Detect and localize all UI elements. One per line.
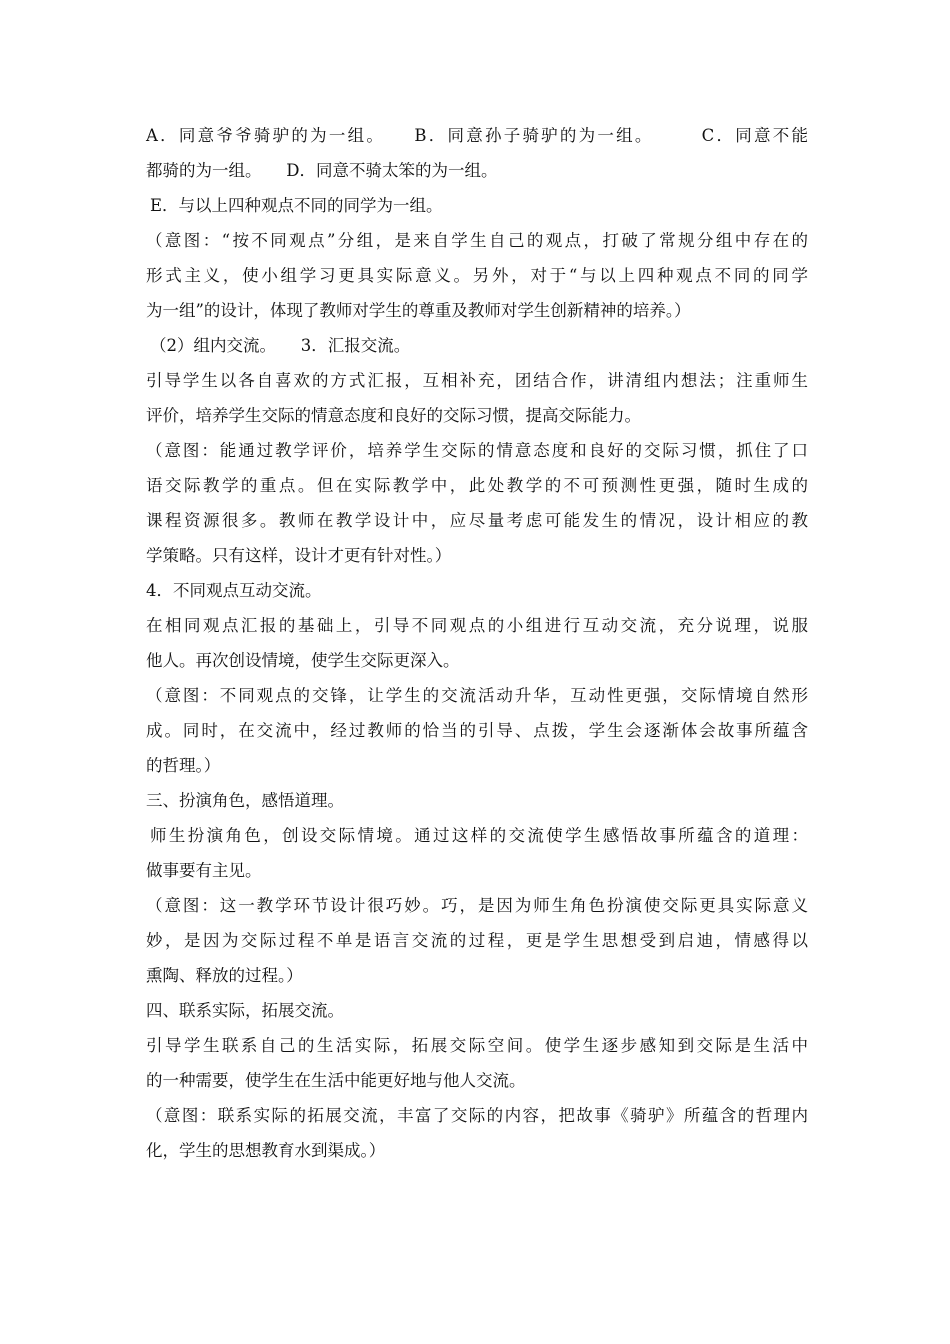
report-paragraph-line-2: 评价，培养学生交际的情意态度和良好的交际习惯，提高交际能力。 [146, 406, 641, 425]
option-line-abc: A．同意爷爷骑驴的为一组。 B．同意孙子骑驴的为一组。 C．同意不能 [146, 126, 808, 145]
intent-paragraph-2-line-1: （意图：能通过教学评价，培养学生交际的情意态度和良好的交际习惯，抓住了口 [146, 441, 808, 460]
intent-paragraph-4-line-2: 妙，是因为交际过程不单是语言交流的过程，更是学生思想受到启迪，情感得以 [146, 931, 808, 950]
intent-paragraph-5-line-1: （意图：联系实际的拓展交流，丰富了交际的内容，把故事《骑驴》所蕴含的哲理内 [146, 1106, 808, 1125]
intent-paragraph-1-line-3: 为一组”的设计，体现了教师对学生的尊重及教师对学生创新精神的培养。） [146, 301, 691, 320]
extension-paragraph-line-1: 引导学生联系自己的生活实际，拓展交际空间。使学生逐步感知到交际是生活中 [146, 1036, 808, 1055]
section-heading-4: 四、联系实际，拓展交流。 [146, 1001, 344, 1020]
intent-paragraph-2-line-3: 课程资源很多。教师在教学设计中，应尽量考虑可能发生的情况，设计相应的教 [146, 511, 808, 530]
intent-paragraph-2-line-4: 学策略。只有这样，设计才更有针对性。） [146, 546, 452, 565]
option-line-e: E．与以上四种观点不同的同学为一组。 [150, 196, 443, 215]
intent-paragraph-3-line-2: 成。同时，在交流中，经过教师的恰当的引导、点拨，学生会逐渐体会故事所蕴含 [146, 721, 808, 740]
intent-paragraph-1-line-1: （意图：“按不同观点”分组，是来自学生自己的观点，打破了常规分组中存在的 [146, 231, 808, 250]
role-play-paragraph-line-1: 师生扮演角色，创设交际情境。通过这样的交流使学生感悟故事所蕴含的道理： [150, 826, 808, 845]
step-heading-4: 4．不同观点互动交流。 [146, 581, 322, 600]
role-play-paragraph-line-2: 做事要有主见。 [146, 861, 262, 880]
intent-paragraph-1-line-2: 形式主义，使小组学习更具实际意义。另外，对于“与以上四种观点不同的同学 [146, 266, 808, 285]
intent-paragraph-2-line-2: 语交际教学的重点。但在实际教学中，此处教学的不可预测性更强，随时生成的 [146, 476, 808, 495]
option-line-cd: 都骑的为一组。 D．同意不骑太笨的为一组。 [146, 161, 498, 180]
step-heading-group-report: （2）组内交流。 3．汇报交流。 [150, 336, 411, 355]
report-paragraph-line-1: 引导学生以各自喜欢的方式汇报，互相补充，团结合作，讲清组内想法；注重师生 [146, 371, 808, 390]
intent-paragraph-5-line-2: 化，学生的思想教育水到渠成。） [146, 1141, 386, 1160]
extension-paragraph-line-2: 的一种需要，使学生在生活中能更好地与他人交流。 [146, 1071, 526, 1090]
intent-paragraph-4-line-3: 熏陶、释放的过程。） [146, 966, 303, 985]
interaction-paragraph-line-2: 他人。再次创设情境，使学生交际更深入。 [146, 651, 460, 670]
intent-paragraph-4-line-1: （意图：这一教学环节设计很巧妙。巧，是因为师生角色扮演使交际更具实际意义 [146, 896, 808, 915]
section-heading-3: 三、扮演角色，感悟道理。 [146, 791, 344, 810]
intent-paragraph-3-line-1: （意图：不同观点的交锋，让学生的交流活动升华，互动性更强，交际情境自然形 [146, 686, 808, 705]
intent-paragraph-3-line-3: 的哲理。） [146, 756, 221, 775]
document-body [146, 118, 808, 1168]
interaction-paragraph-line-1: 在相同观点汇报的基础上，引导不同观点的小组进行互动交流，充分说理，说服 [146, 616, 808, 635]
